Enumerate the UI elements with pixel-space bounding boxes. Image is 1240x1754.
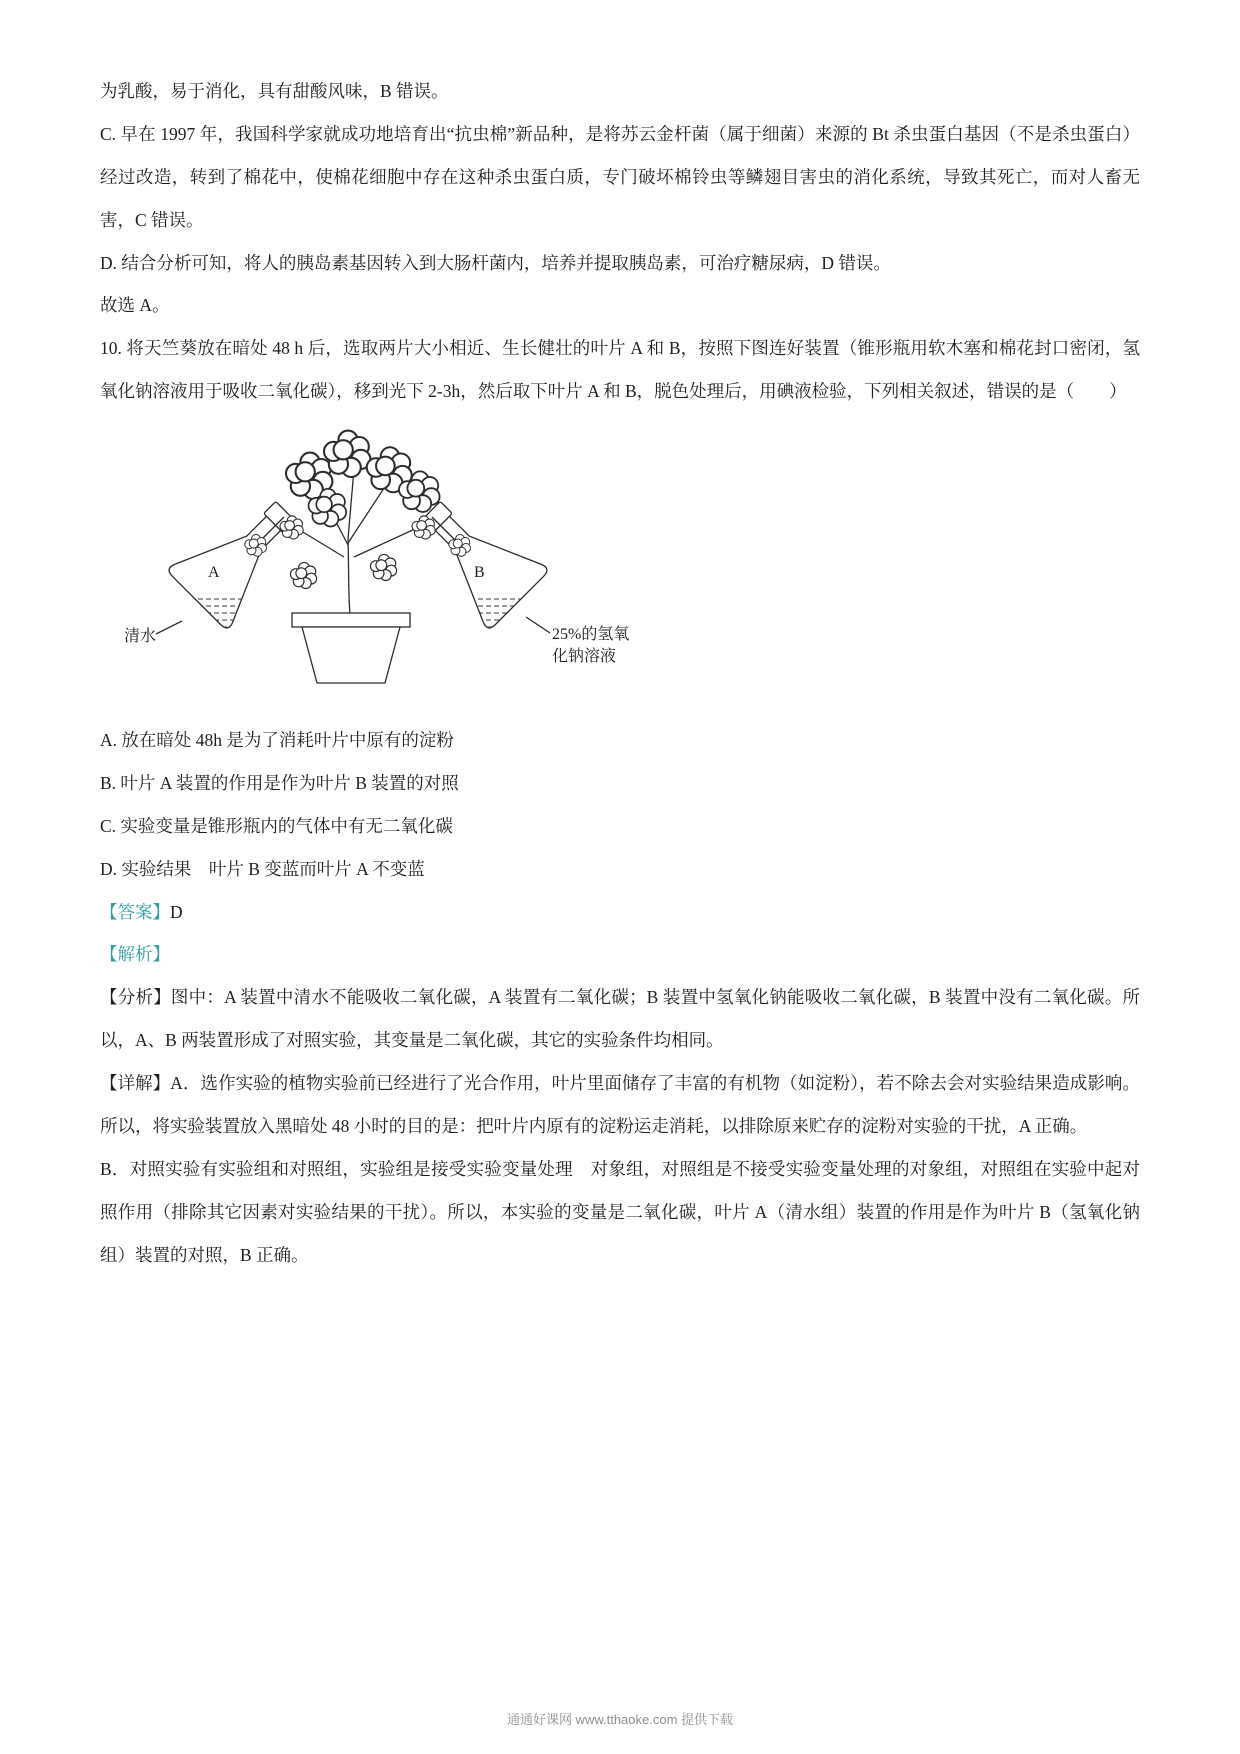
solution-conclusion: 故选 A。 [100, 295, 170, 316]
detail-paragraph-b: B．对照实验有实验组和对照组，实验组是接受实验变量处理 对象组，对照组是不接受实验变量处理的对象组，对照组在实验中起对照作用（排除其它因素对实验结果的干扰）。所以，本实验的变量是二氧化碳，叶片 A（清水组）装置的作用是作为叶片 B（氢氧化钠组）装置的对照，B 正确。 [100, 1158, 1140, 1265]
water-label-text: 清水 [124, 628, 157, 645]
detail-paragraph-a: 【详解】A．选作实验的植物实验前已经进行了光合作用，叶片里面储存了丰富的有机物（如淀粉），若不除去会对实验结果造成影响。所以，将实验装置放入黑暗处 48 小时的目的是：把叶片内原有的淀粉运走消耗，以排除原来贮存的淀粉对实验的干扰，A 正确。 [100, 1073, 1140, 1136]
flower-cluster [286, 431, 440, 527]
experiment-figure [122, 427, 1140, 707]
answer-line [100, 891, 1140, 934]
leaf-at-neck-b [412, 516, 435, 539]
option-d: D. 实验结果 叶片 B 变蓝而叶片 A 不变蓝 [100, 858, 425, 879]
naoh-label-line1: 25%的氢氧 [552, 626, 630, 643]
experiment-diagram [122, 427, 642, 707]
naoh-label [526, 617, 629, 665]
solution-paragraph-c: C. 早在 1997 年，我国科学家就成功地培育出“抗虫棉”新品种，是将苏云金杆菌（属于细菌）来源的 Bt 杀虫蛋白基因（不是杀虫蛋白）经过改造，转到了棉花中，使棉花细胞中存在这种杀虫蛋白质，专门破坏棉铃虫等鳞翅目害虫的消化系统，导致其死亡，而对人畜无害，C 错误。 [100, 123, 1140, 230]
solution-paragraph-b: 为乳酸，易于消化，具有甜酸风味，B 错误。 [100, 81, 449, 101]
plant-pot [292, 613, 410, 683]
analysis-paragraph: 【分析】图中：A 装置中清水不能吸收二氧化碳，A 装置有二氧化碳；B 装置中氢氧化钠能吸收二氧化碳，B 装置中没有二氧化碳。所以，A、B 两装置形成了对照实验，其变量是二氧化碳，其它的实验条件均相同。 [100, 987, 1140, 1051]
solution-paragraph-d: D. 结合分析可知，将人的胰岛素基因转入到大肠杆菌内，培养并提取胰岛素，可治疗糖尿病，D 错误。 [100, 252, 891, 273]
water-label [124, 621, 182, 645]
analysis-tag: 【解析】 [100, 944, 170, 965]
flask-a [142, 482, 315, 631]
site-footer: 通通好课网 www.tthaoke.com 提供下载 [506, 1712, 734, 1727]
question-10-stem: 10. 将天竺葵放在暗处 48 h 后，选取两片大小相近、生长健壮的叶片 A 和 B，按照下图连好装置（锥形瓶用软木塞和棉花封口密闭，氢氧化钠溶液用于吸收二氧化碳），移到光下 2-3h，然后取下叶片 A 和 B，脱色处理后，用碘液检验，下列相关叙述，错误的是（ ） [100, 338, 1140, 402]
flask-b-letter: B [474, 564, 485, 581]
stem-leaves [291, 554, 397, 588]
option-b: B. 叶片 A 装置的作用是作为叶片 B 装置的对照 [100, 772, 459, 793]
flask-a-letter: A [208, 564, 220, 581]
option-c: C. 实验变量是锥形瓶内的气体中有无二氧化碳 [100, 815, 453, 836]
naoh-label-line2: 化钠溶液 [552, 648, 617, 665]
answer-value: D [170, 901, 183, 922]
option-a: A. 放在暗处 48h 是为了消耗叶片中原有的淀粉 [100, 730, 454, 750]
answer-tag: 【答案】 [100, 901, 170, 922]
analysis-heading [100, 933, 1140, 976]
